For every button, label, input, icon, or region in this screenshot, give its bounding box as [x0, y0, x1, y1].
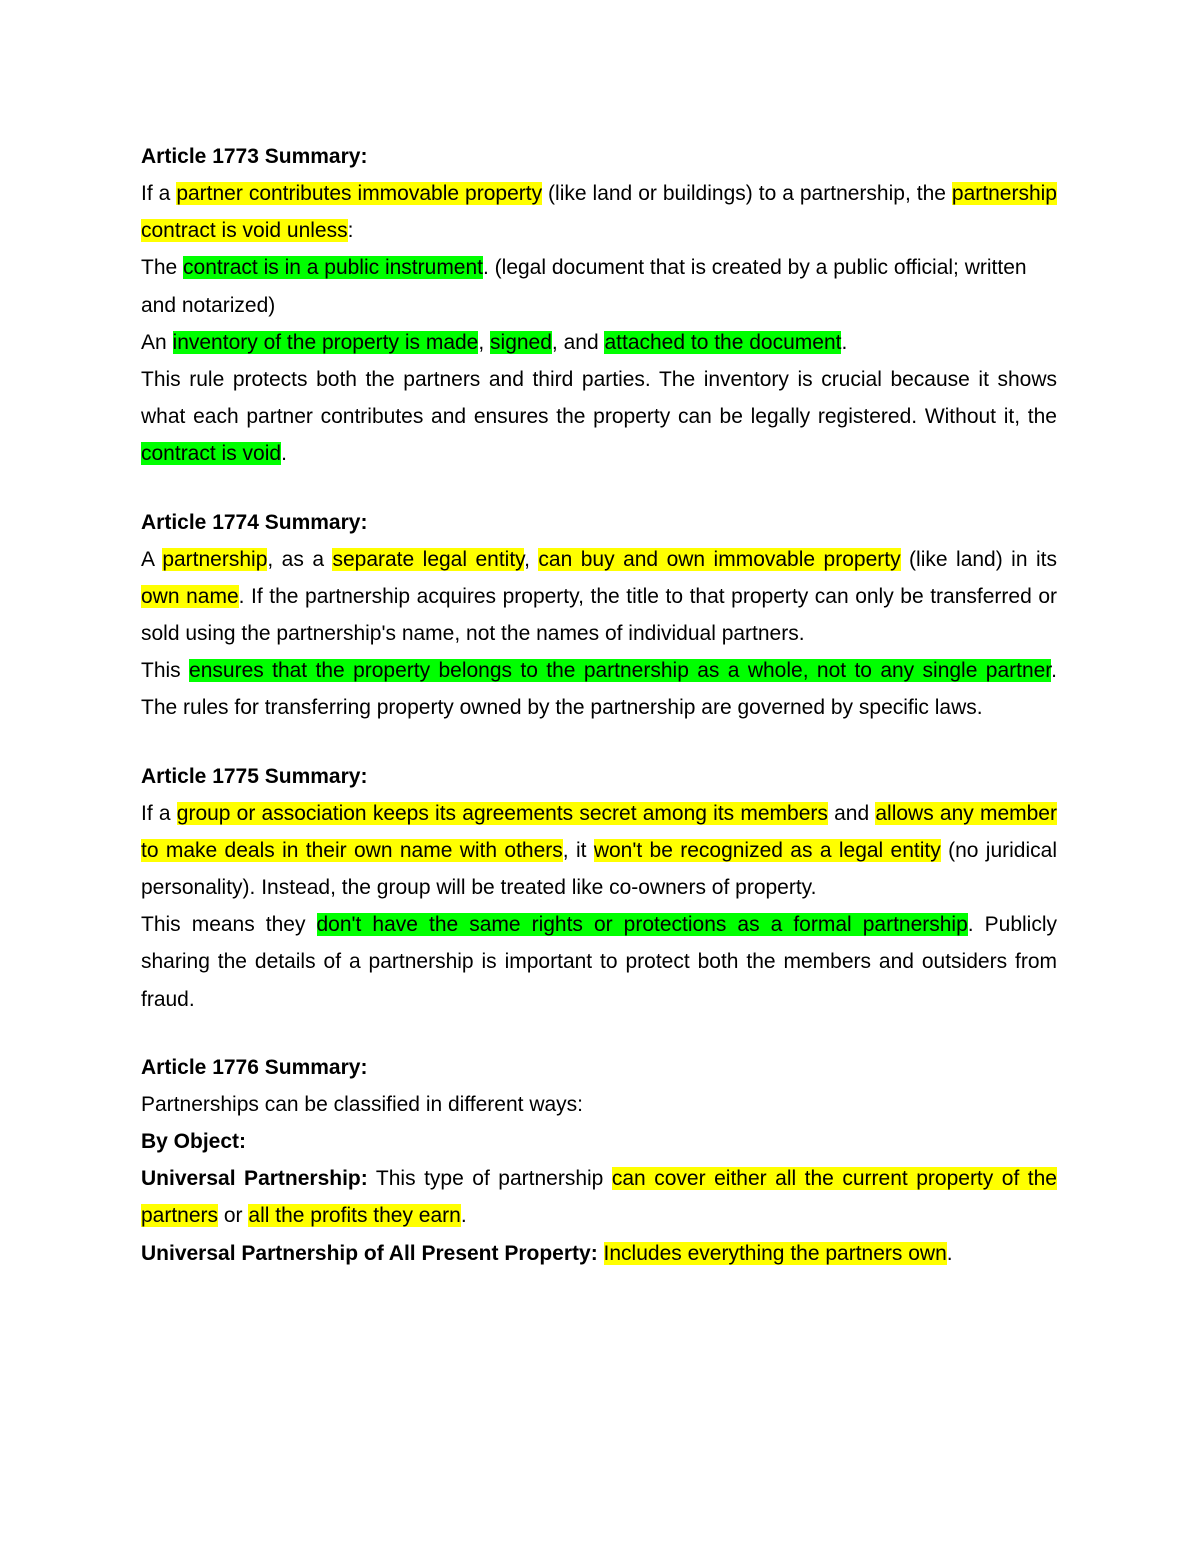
text-run: ,: [524, 547, 539, 571]
paragraph: [141, 361, 1057, 473]
text-run: (like land or buildings) to a partnership, the: [542, 182, 952, 205]
text-run: ,: [478, 330, 491, 354]
text-run: This: [141, 659, 190, 683]
paragraph: [141, 1086, 1057, 1123]
section-heading: Article 1776 Summary:: [141, 1055, 368, 1079]
text-run: Partnerships can be classified in different ways:: [141, 1092, 584, 1116]
yellow-highlight: own name: [141, 584, 239, 608]
article-section: [141, 758, 1057, 1018]
paragraph: [141, 906, 1057, 1018]
text-run: , as a: [267, 547, 333, 571]
text-run: This rule protects both the partners and third parties. The inventory is crucial because it shows what each partner contributes and ensures the property can be legally registered. Without it, the: [141, 368, 1057, 429]
text-run: An: [141, 330, 173, 354]
document-content: [141, 138, 1057, 1272]
text-run: , and: [551, 330, 605, 354]
yellow-highlight: group or association keeps its agreements secret among its members: [176, 801, 828, 825]
text-run: , it: [562, 838, 594, 862]
yellow-highlight: can buy and own immovable property: [538, 547, 901, 571]
text-run: or: [218, 1204, 249, 1228]
bold-label: Universal Partnership:: [141, 1167, 368, 1191]
yellow-highlight: won't be recognized as a legal entity: [593, 838, 941, 862]
article-section: [141, 138, 1057, 473]
text-run: If a: [141, 182, 177, 205]
green-highlight: don't have the same rights or protections as a formal partnership: [316, 913, 968, 937]
text-run: and: [827, 801, 876, 825]
paragraph: [141, 652, 1057, 726]
text-run: This type of partnership: [367, 1167, 612, 1191]
green-highlight: attached to the document: [604, 330, 842, 354]
yellow-highlight: allows any member to make deals in their own name with others: [141, 801, 1057, 862]
bold-label: Universal Partnership of All Present Property:: [141, 1241, 598, 1265]
paragraph: [141, 795, 1057, 907]
paragraph: [141, 1235, 1057, 1272]
yellow-highlight: partnership contract is void unless: [141, 182, 1057, 243]
section-heading: Article 1775 Summary:: [141, 764, 368, 788]
green-highlight: contract is in a public instrument: [183, 256, 483, 280]
yellow-highlight: can cover either all the current property of the partners: [141, 1167, 1057, 1228]
paragraph: [141, 249, 1057, 323]
paragraph: [141, 541, 1057, 653]
green-highlight: contract is void: [141, 442, 282, 466]
yellow-highlight: all the profits they earn: [248, 1204, 461, 1228]
text-run: .: [460, 1204, 467, 1228]
text-run: . Publicly sharing the details of a partnership is important to protect both the members and outsiders from fraud.: [141, 913, 1058, 1011]
article-section: [141, 1049, 1057, 1272]
text-run: . (legal document that is created by a public official; written and notarized): [141, 256, 1027, 317]
article-section: [141, 504, 1057, 727]
yellow-highlight: Includes everything the partners own: [603, 1241, 947, 1265]
text-run: .: [946, 1241, 953, 1265]
text-run: This means they: [141, 913, 317, 937]
paragraph: [141, 1160, 1057, 1234]
text-run: .: [281, 442, 287, 466]
paragraph: [141, 324, 1057, 361]
text-run: (like land) in its: [900, 547, 1057, 571]
green-highlight: inventory of the property is made: [172, 330, 479, 354]
green-highlight: ensures that the property belongs to the partnership as a whole, not to any single partner: [189, 659, 1052, 683]
text-run: :: [347, 219, 354, 243]
bold-label: By Object:: [141, 1130, 247, 1154]
paragraph: [141, 175, 1057, 249]
paragraph: [141, 1123, 1057, 1160]
text-run: . If the partnership acquires property, the title to that property can only be transferred or sold using the partnership's name, not the names of individual partners.: [141, 584, 1057, 646]
green-highlight: signed: [490, 330, 552, 354]
section-heading: Article 1774 Summary:: [141, 510, 368, 534]
text-run: The: [141, 256, 184, 280]
yellow-highlight: partnership: [162, 547, 268, 571]
section-heading: Article 1773 Summary:: [141, 145, 368, 168]
text-run: . The rules for transferring property owned by the partnership are governed by specific laws.: [141, 659, 1057, 720]
text-run: [598, 1242, 604, 1265]
text-run: If a: [141, 801, 177, 825]
yellow-highlight: partner contributes immovable property: [176, 182, 543, 205]
yellow-highlight: separate legal entity: [332, 547, 525, 571]
text-run: A: [141, 547, 163, 571]
text-run: (no juridical personality). Instead, the group will be treated like co-owners of property.: [141, 838, 1057, 900]
text-run: .: [841, 330, 848, 354]
